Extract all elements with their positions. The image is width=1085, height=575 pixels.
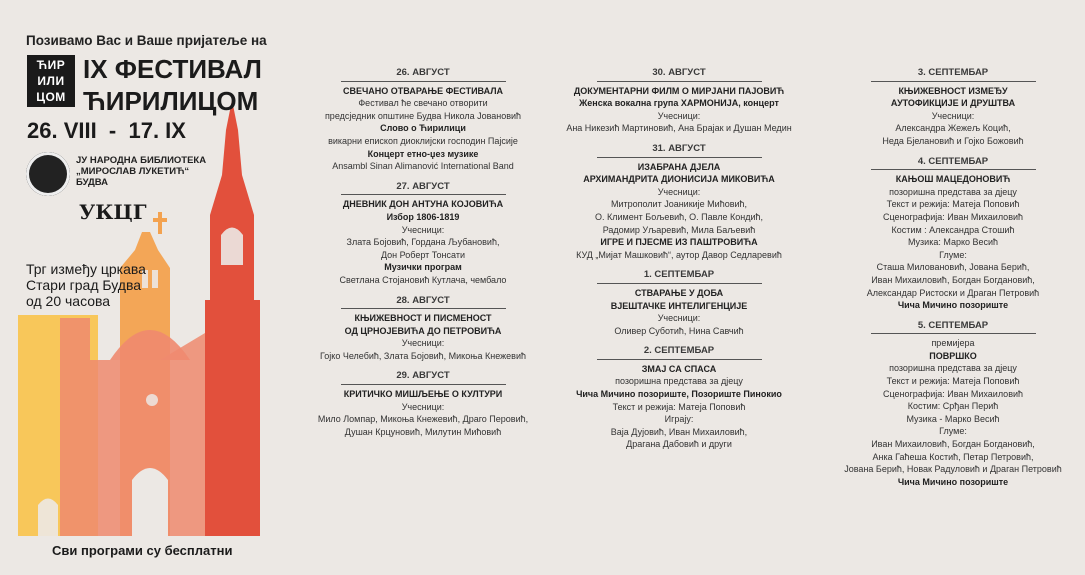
- program-detail-line: Музика: Марко Весић: [907, 237, 999, 248]
- program-event-title: Чича Мичино позориште: [897, 300, 1009, 311]
- program-date-heading: 4. СЕПТЕМБАР: [871, 156, 1036, 171]
- program-event-title: АУТОФИКЦИЈЕ И ДРУШТВА: [890, 98, 1016, 109]
- program-detail-line: Дон Роберт Тонсати: [380, 249, 465, 260]
- festival-title-line1: IX ФЕСТИВАЛ: [83, 54, 262, 84]
- program-detail-line: Александра Жежељ Коцић,: [895, 123, 1011, 134]
- program-date-heading: 1. СЕПТЕМБАР: [597, 269, 762, 284]
- program-event-title: КАЊОШ МАЦЕДОНОВИЋ: [895, 174, 1011, 185]
- program-detail-line: Текст и режија: Матеја Поповић: [886, 376, 1020, 387]
- program-detail-line: КУД „Мијат Машковић“, аутор Давор Седларевић: [576, 249, 782, 260]
- program-day: [828, 66, 1078, 148]
- program-detail-line: Светлана Стојановић Кутлача, чембало: [339, 274, 507, 285]
- program-detail-line: Душан Крцуновић, Милутин Мићовић: [344, 426, 502, 437]
- program-detail-line: Ваја Дујовић, Иван Михаиловић,: [610, 426, 748, 437]
- program-day: [292, 294, 554, 363]
- program-detail-line: Иван Михаиловић, Богдан Богдановић,: [871, 439, 1035, 450]
- program-column-2: [545, 66, 813, 458]
- program-detail-line: Учесници:: [401, 338, 445, 349]
- cirilicom-logo: ЋИР ИЛИ ЦОМ: [27, 55, 75, 107]
- program-detail-line: Текст и режија: Матеја Поповић: [612, 401, 746, 412]
- program-day: [828, 319, 1078, 489]
- program-detail-line: Костим : Александра Стошић: [891, 224, 1015, 235]
- program-detail-line: Сташа Миловановић, Јована Берић,: [876, 262, 1030, 273]
- program-day: [292, 369, 554, 438]
- program-date-heading: 5. СЕПТЕМБАР: [871, 320, 1036, 335]
- program-date-heading: 30. АВГУСТ: [597, 67, 762, 82]
- program-detail-line: Сценографија: Иван Михаиловић: [882, 388, 1024, 399]
- cross-shape: [158, 212, 162, 234]
- program-event-title: ЗМАЈ СА СПАСА: [641, 363, 717, 374]
- program-detail-line: премијера: [931, 338, 975, 349]
- ukcg-logo: УКЦГ: [79, 200, 147, 224]
- program-event-title: Слово о Ћирилици: [380, 123, 466, 134]
- library-seal-icon: [26, 152, 70, 196]
- program-column-3: [828, 66, 1078, 495]
- program-date-heading: 2. СЕПТЕМБАР: [597, 345, 762, 360]
- program-detail-line: Фестивал ће свечано отворити: [358, 98, 488, 109]
- program-date-heading: 27. АВГУСТ: [341, 181, 506, 196]
- program-detail-line: О. Климент Бољевић, О. Павле Кондић,: [594, 211, 763, 222]
- program-detail-line: Костим: Срђан Перић: [907, 401, 999, 412]
- program-detail-line: позоришна представа за дјецу: [889, 363, 1017, 374]
- program-detail-line: Александар Ристоски и Драган Петровић: [866, 287, 1040, 298]
- festival-title-line2: ЋИРИЛИЦОМ: [83, 86, 259, 116]
- program-day: [828, 155, 1078, 312]
- program-detail-line: Учесници:: [931, 110, 975, 121]
- red-tower-shape: [205, 100, 260, 536]
- program-detail-line: позоришна представа за дјецу: [615, 376, 743, 387]
- program-detail-line: Ана Никезић Мартиновић, Ана Брајак и Душан Медин: [566, 123, 792, 134]
- program-detail-line: предсједник општине Будва Никола Јовановић: [324, 110, 522, 121]
- festival-title: [83, 53, 262, 117]
- program-detail-line: Оливер Суботић, Нина Савчић: [614, 325, 744, 336]
- program-detail-line: Учесници:: [657, 313, 701, 324]
- program-event-title: ВЈЕШТАЧКЕ ИНТЕЛИГЕНЦИЈЕ: [610, 300, 748, 311]
- program-date-heading: 26. АВГУСТ: [341, 67, 506, 82]
- program-detail-line: Учесници:: [401, 401, 445, 412]
- program-event-title: Женска вокална група ХАРМОНИЈА, концерт: [579, 98, 779, 109]
- program-detail-line: Иван Михаиловић, Богдан Богдановић,: [871, 274, 1035, 285]
- festival-branding-panel: [0, 0, 300, 575]
- program-date-heading: 28. АВГУСТ: [341, 295, 506, 310]
- program-detail-line: Учесници:: [401, 224, 445, 235]
- program-event-title: Чича Мичино позориште, Позориште Пинокио: [576, 389, 782, 400]
- venue-info: Трг између цркава Стари град Будва од 20 часова: [26, 261, 146, 309]
- program-detail-line: Учесници:: [657, 186, 701, 197]
- festival-dates: 26. VIII - 17. IX: [27, 118, 186, 143]
- program-event-title: ИГРЕ И ПЈЕСМЕ ИЗ ПАШТРОВИЋА: [600, 237, 758, 248]
- invitation-text: Позивамо Вас и Ваше пријатеље на: [26, 33, 267, 48]
- program-date-heading: 31. АВГУСТ: [597, 143, 762, 158]
- program-day: [545, 268, 813, 337]
- program-day: [545, 142, 813, 261]
- program-detail-line: позоришна представа за дјецу: [889, 186, 1017, 197]
- program-event-title: Концерт етно-џез музике: [367, 148, 479, 159]
- program-detail-line: Мило Ломпар, Микоња Кнежевић, Драго Перовић,: [317, 414, 529, 425]
- program-event-title: КЊИЖЕВНОСТ ИЗМЕЂУ: [898, 85, 1008, 96]
- program-event-title: ОД ЦРНОЈЕВИЋА ДО ПЕТРОВИЋА: [344, 325, 502, 336]
- program-detail-line: викарни епископ диоклијски господин Пајсије: [328, 135, 518, 146]
- program-detail-line: Анка Гаћеша Костић, Петар Петровић,: [872, 451, 1034, 462]
- program-event-title: КРИТИЧКО МИШЉЕЊЕ О КУЛТУРИ: [343, 389, 503, 400]
- program-detail-line: Глуме:: [939, 426, 967, 437]
- library-name: ЈУ НАРОДНА БИБЛИОТЕКА „МИРОСЛАВ ЛУКЕТИЋ“ БУДВА: [76, 155, 207, 188]
- program-detail-line: Митрополит Јоаникије Мићовић,: [610, 199, 748, 210]
- program-event-title: Музички програм: [384, 262, 462, 273]
- program-detail-line: Глуме:: [939, 249, 967, 260]
- program-detail-line: Играју:: [664, 414, 694, 425]
- program-detail-line: Музика - Марко Весић: [906, 413, 1000, 424]
- program-detail-line: Јована Берић, Новак Радуловић и Драган Петровић: [844, 464, 1062, 475]
- program-event-title: ДОКУМЕНТАРНИ ФИЛМ О МИРЈАНИ ПАЈОВИЋ: [573, 85, 785, 96]
- program-day: [292, 180, 554, 287]
- program-day: [545, 66, 813, 135]
- program-detail-line: Ansambl Sinan Alimanović International Band: [332, 161, 514, 172]
- program-date-heading: 29. АВГУСТ: [341, 370, 506, 385]
- program-detail-line: Драгана Дабовић и други: [626, 439, 732, 450]
- program-detail-line: Гојко Челебић, Злата Бојовић, Микоња Кнежевић: [320, 350, 526, 361]
- free-programs-note: Сви програми су бесплатни: [52, 543, 233, 558]
- program-day: [545, 344, 813, 451]
- program-event-title: СТВАРАЊЕ У ДОБА: [634, 287, 724, 298]
- program-day: [292, 66, 554, 173]
- program-event-title: АРХИМАНДРИТА ДИОНИСИЈА МИКОВИЋА: [583, 174, 775, 185]
- program-detail-line: Радомир Уљаревић, Мила Баљевић: [602, 224, 756, 235]
- program-event-title: СВЕЧАНО ОТВАРАЊЕ ФЕСТИВАЛА: [342, 85, 504, 96]
- program-detail-line: Учесници:: [657, 110, 701, 121]
- program-event-title: КЊИЖЕВНОСТ И ПИСМЕНОСТ: [354, 313, 492, 324]
- program-event-title: ПОВРШКО: [929, 350, 977, 361]
- program-detail-line: Сценографија: Иван Михаиловић: [882, 211, 1024, 222]
- program-detail-line: Текст и режија: Матеја Поповић: [886, 199, 1020, 210]
- program-column-1: [292, 66, 554, 445]
- program-detail-line: Злата Бојовић, Гордана Љубановић,: [346, 237, 500, 248]
- program-detail-line: Неда Бјелановић и Гојко Божовић: [882, 135, 1024, 146]
- program-event-title: ДНЕВНИК ДОН АНТУНА КОЈОВИЋА: [342, 199, 504, 210]
- program-event-title: ИЗАБРАНА ДЈЕЛА: [637, 161, 721, 172]
- program-date-heading: 3. СЕПТЕМБАР: [871, 67, 1036, 82]
- program-event-title: Чича Мичино позориште: [897, 476, 1009, 487]
- program-event-title: Избор 1806-1819: [386, 211, 460, 222]
